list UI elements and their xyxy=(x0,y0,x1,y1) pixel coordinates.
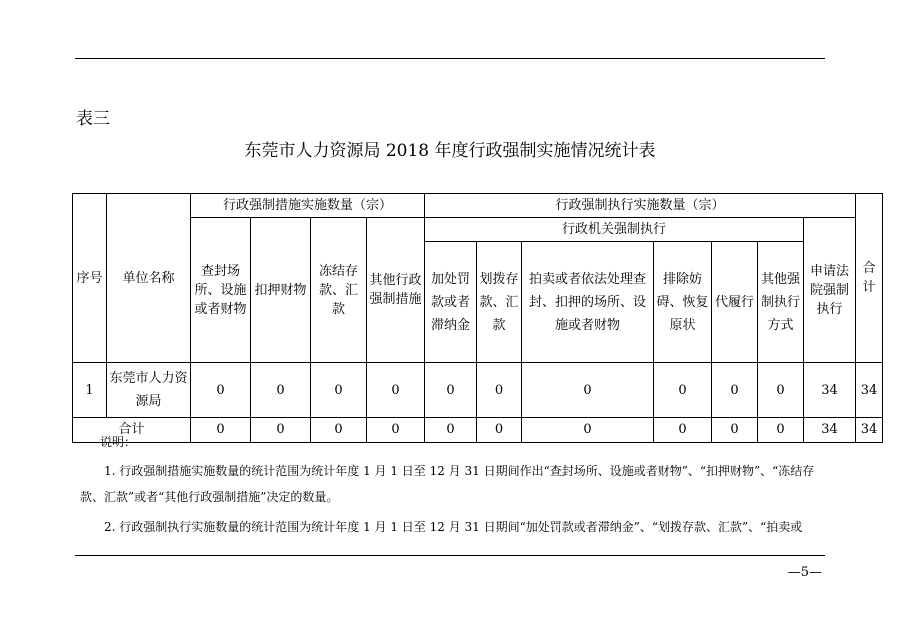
statistics-table xyxy=(72,193,883,443)
table-row xyxy=(73,363,883,418)
total-value: 0 xyxy=(477,418,522,443)
total-value: 0 xyxy=(712,418,758,443)
header-measure-freeze: 冻结存款、汇款 xyxy=(311,218,367,363)
header-unit: 单位名称 xyxy=(107,194,191,363)
cell-value: 0 xyxy=(477,363,522,418)
cell-value: 34 xyxy=(856,363,883,418)
header-seq: 序号 xyxy=(73,194,107,363)
total-value: 0 xyxy=(251,418,311,443)
header-agency-fine: 加处罚款或者滞纳金 xyxy=(425,242,477,363)
bottom-rule xyxy=(75,555,825,556)
header-measure-seal: 查封场所、设施或者财物 xyxy=(191,218,251,363)
cell-value: 34 xyxy=(804,363,856,418)
cell-value: 0 xyxy=(712,363,758,418)
header-agency-other: 其他强制执行方式 xyxy=(758,242,804,363)
header-agency-remove: 排除妨碍、恢复原状 xyxy=(654,242,712,363)
page-number: —5— xyxy=(787,565,822,580)
header-measure-detain: 扣押财物 xyxy=(251,218,311,363)
total-value: 0 xyxy=(311,418,367,443)
header-total: 合计 xyxy=(856,194,883,363)
header-agency-substitute: 代履行 xyxy=(712,242,758,363)
cell-value: 0 xyxy=(425,363,477,418)
cell-value: 0 xyxy=(251,363,311,418)
total-row xyxy=(73,418,883,443)
cell-value: 0 xyxy=(654,363,712,418)
total-value: 0 xyxy=(758,418,804,443)
header-enforcement-group: 行政强制执行实施数量（宗） xyxy=(425,194,856,218)
table-label: 表三 xyxy=(76,109,110,129)
note-item-1: 1. 行政强制措施实施数量的统计范围为统计年度 1 月 1 日至 12 月 31 日期间作出“查封场所、设施或者财物”、“扣押财物”、“冻结存款、汇款”或者“其他行政强制措施”决定的数量。 xyxy=(80,464,815,504)
header-court: 申请法院强制执行 xyxy=(804,218,856,363)
header-row-1 xyxy=(73,194,883,218)
total-value: 0 xyxy=(191,418,251,443)
cell-unit: 东莞市人力资源局 xyxy=(107,363,191,418)
total-value: 0 xyxy=(522,418,654,443)
header-agency-group: 行政机关强制执行 xyxy=(425,218,804,242)
cell-value: 0 xyxy=(522,363,654,418)
cell-value: 0 xyxy=(191,363,251,418)
header-agency-transfer: 划拨存款、汇款 xyxy=(477,242,522,363)
document-title: 东莞市人力资源局 2018 年度行政强制实施情况统计表 xyxy=(244,141,656,161)
total-value: 34 xyxy=(856,418,883,443)
header-agency-auction: 拍卖或者依法处理查封、扣押的场所、设施或者财物 xyxy=(522,242,654,363)
notes-heading: 说明： xyxy=(100,435,137,449)
total-value: 0 xyxy=(654,418,712,443)
header-measures-group: 行政强制措施实施数量（宗） xyxy=(191,194,425,218)
header-measure-other: 其他行政强制措施 xyxy=(367,218,425,363)
total-label: 合计 xyxy=(73,418,191,443)
header-row-2 xyxy=(73,218,883,242)
top-rule xyxy=(75,58,825,59)
cell-value: 0 xyxy=(758,363,804,418)
cell-value: 0 xyxy=(311,363,367,418)
cell-value: 0 xyxy=(367,363,425,418)
total-value: 0 xyxy=(425,418,477,443)
note-item-2: 2. 行政强制执行实施数量的统计范围为统计年度 1 月 1 日至 12 月 31 日期间“加处罚款或者滞纳金”、“划拨存款、汇款”、“拍卖或 xyxy=(104,520,803,534)
cell-seq: 1 xyxy=(73,363,107,418)
total-value: 34 xyxy=(804,418,856,443)
total-value: 0 xyxy=(367,418,425,443)
